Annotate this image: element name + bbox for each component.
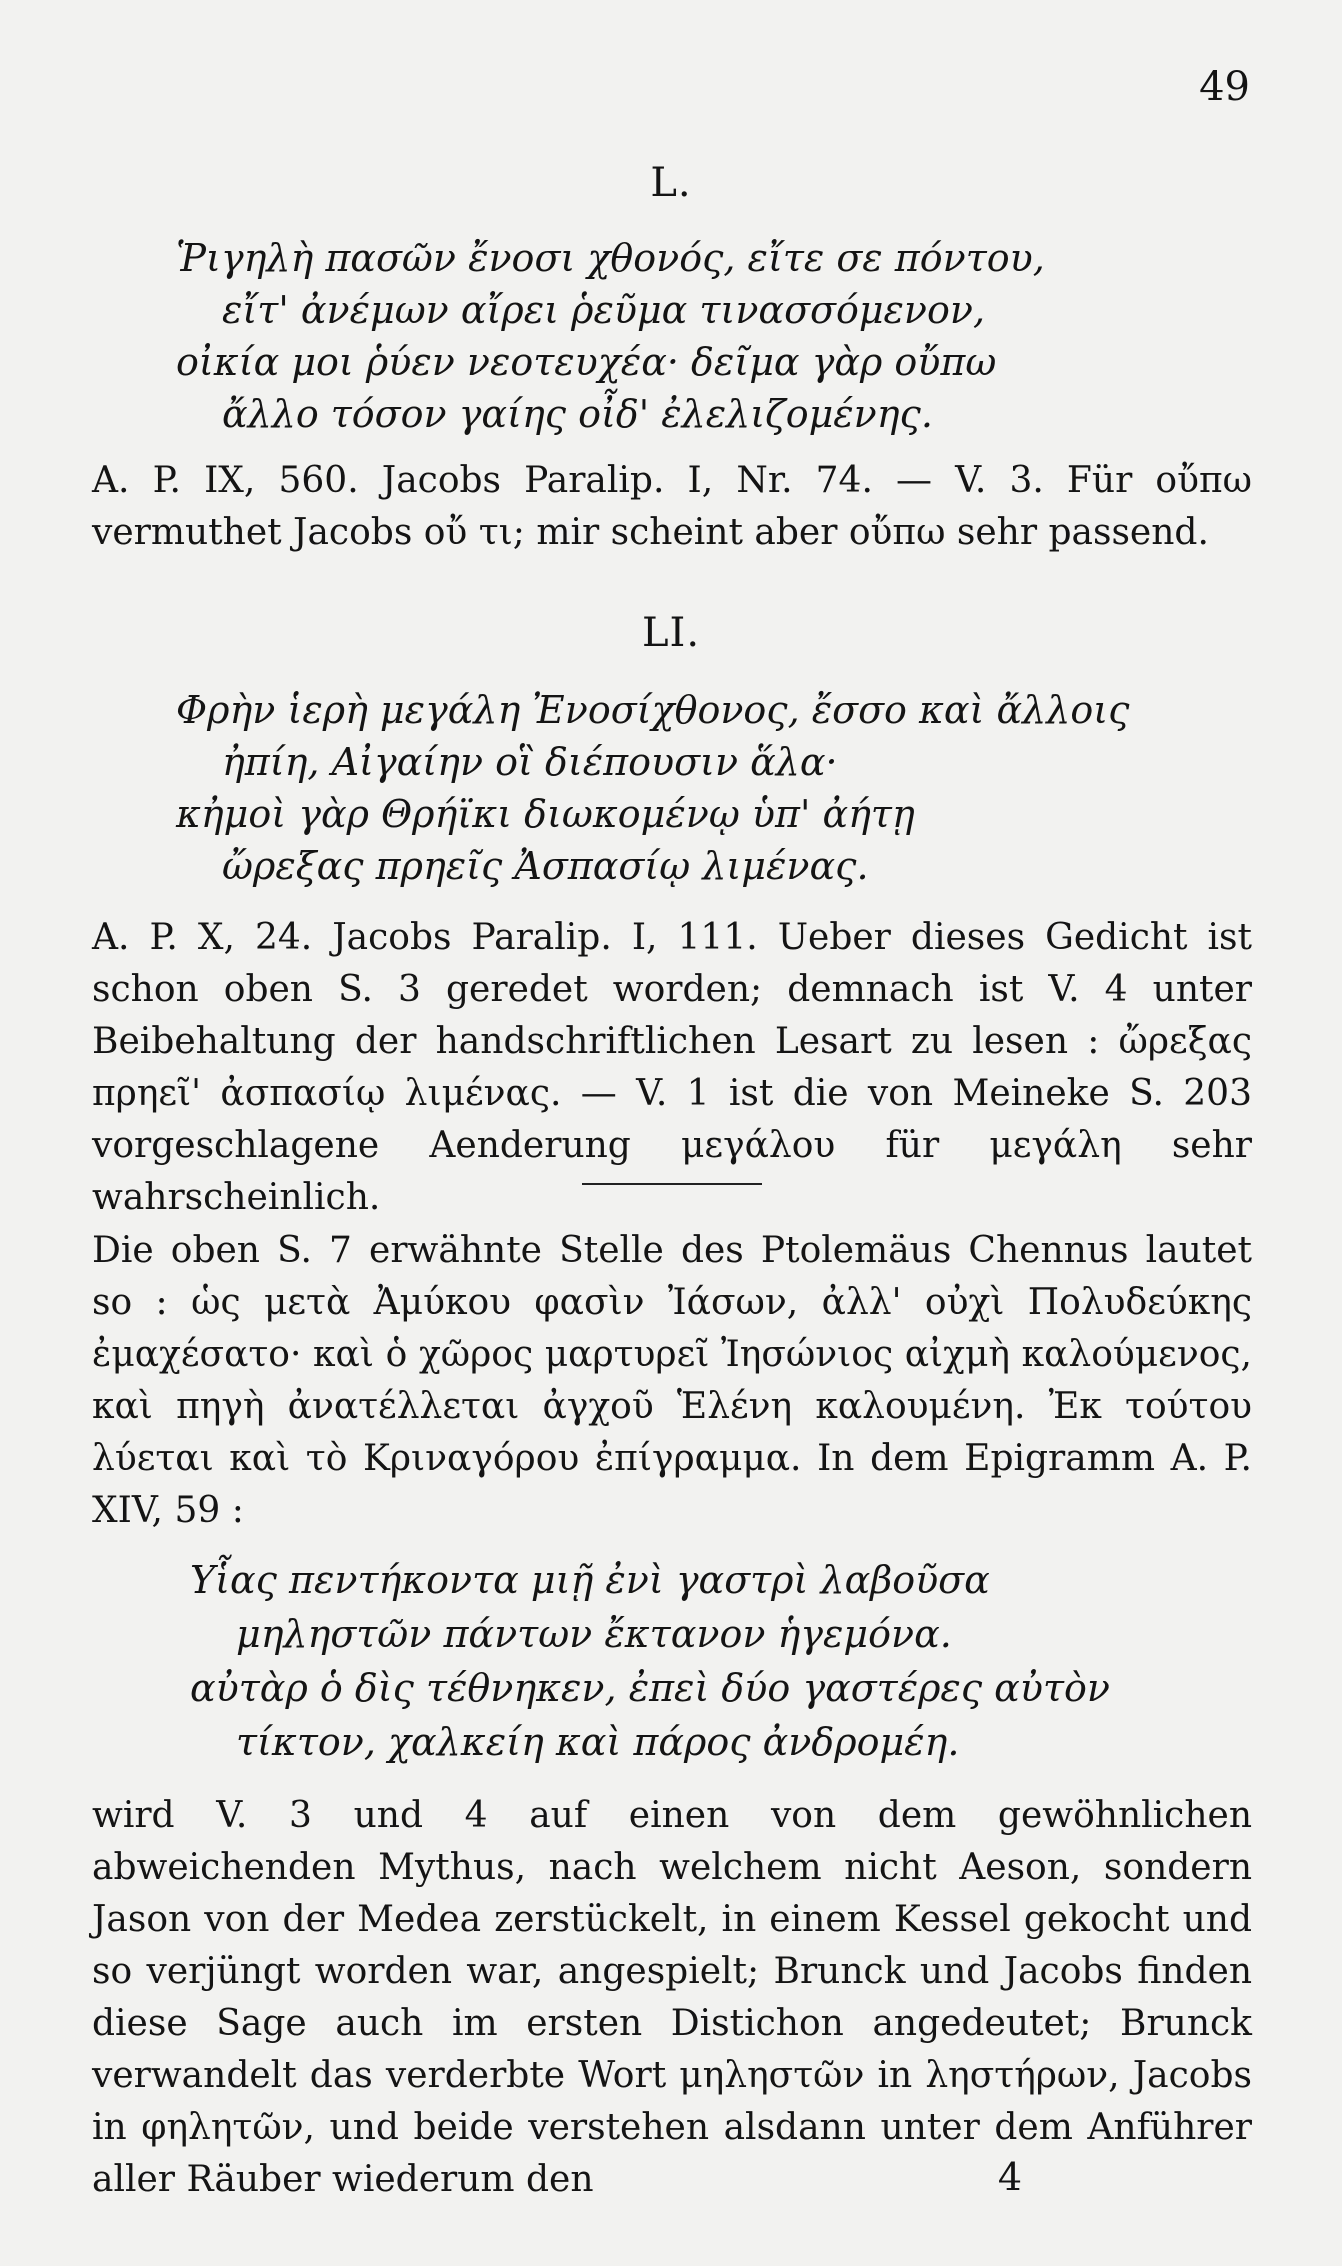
- verse-line: κἠμοὶ γὰρ Θρήϊκι διωκομένῳ ὑπ' ἀήτῃ: [176, 792, 915, 836]
- page-number: 49: [1199, 64, 1250, 110]
- verse-line: τίκτον, χαλκείη καὶ πάρος ἀνδρομέη.: [236, 1720, 960, 1764]
- verse-line: Φρὴν ἱερὴ μεγάλη Ἐνοσίχθονος, ἔσσο καὶ ἄλλοις: [176, 688, 1130, 732]
- verse-line: μηληστῶν πάντων ἔκτανον ἡγεμόνα.: [236, 1612, 952, 1656]
- verse-line: Υἷας πεντήκοντα μιῇ ἐνὶ γαστρὶ λαβοῦσα: [190, 1558, 990, 1602]
- verse-line: ἠπίη, Αἰγαίην οἳ διέπουσιν ἅλα·: [222, 740, 838, 784]
- section-note: A. P. IX, 560. Jacobs Paralip. I, Nr. 74. — V. 3. Für οὔπω vermuthet Jacobs οὔ τι; mir scheint aber οὔπω sehr passend.: [92, 460, 1252, 553]
- section-heading-l: L.: [650, 160, 692, 206]
- body-paragraph: Die oben S. 7 erwähnte Stelle des Ptolemäus Chennus lautet so : ὡς μετὰ Ἀμύκου φασὶν Ἰάσων, ἀλλ' οὐχὶ Πολυδεύκης ἐμαχέσατο· καὶ ὁ χῶρος μαρτυρεῖ Ἰησώνιος αἰχμὴ καλούμενος, καὶ πηγὴ ἀνατέλλεται ἀγχοῦ Ἑλένη καλουμένη. Ἐκ τούτου λύεται καὶ τὸ Κριναγόρου ἐπίγραμμα. In dem Epigramm A. P. XIV, 59 :: [92, 1230, 1252, 1531]
- section-divider: [582, 1183, 762, 1185]
- verse-line: ἄλλο τόσον γαίης οἶδ' ἐλελιζομένης.: [222, 392, 933, 436]
- signature-mark: 4: [997, 2155, 1022, 2199]
- verse-line: οἰκία μοι ῥύεν νεοτευχέα· δεῖμα γὰρ οὔπω: [176, 340, 997, 384]
- verse-line: εἴτ' ἀνέμων αἴρει ῥεῦμα τινασσόμενον,: [222, 288, 986, 332]
- verse-line: Ῥιγηλὴ πασῶν ἔνοσι χθονός, εἴτε σε πόντου,: [176, 236, 1045, 280]
- section-note: A. P. X, 24. Jacobs Paralip. I, 111. Ueber dieses Gedicht ist schon oben S. 3 geredet worden; demnach ist V. 4 unter Beibehaltung der handschriftlichen Lesart zu lesen : ὤρεξας πρηεῖ' ἀσπασίῳ λιμένας. — V. 1 ist die von Meineke S. 203 vorgeschlagene Aenderung μεγάλου für μεγάλη sehr wahrscheinlich.: [92, 917, 1252, 1218]
- verse-line: αὐτὰρ ὁ δὶς τέθνηκεν, ἐπεὶ δύο γαστέρες αὐτὸν: [190, 1666, 1110, 1710]
- body-paragraph: wird V. 3 und 4 auf einen von dem gewöhnlichen abweichenden Mythus, nach welchem nicht Aeson, sondern Jason von der Medea zerstückelt, in einem Kessel gekocht und so verjüngt worden war, angespielt; Brunck und Jacobs finden diese Sage auch im ersten Distichon angedeutet; Brunck verwandelt das verderbte Wort μηληστῶν in ληστήρων, Jacobs in φηλητῶν, und beide verstehen alsdann unter dem Anführer aller Räuber wiederum den: [92, 1795, 1252, 2200]
- section-heading-li: LI.: [641, 610, 701, 656]
- verse-line: ὤρεξας πρηεῖς Ἀσπασίῳ λιμένας.: [222, 844, 869, 888]
